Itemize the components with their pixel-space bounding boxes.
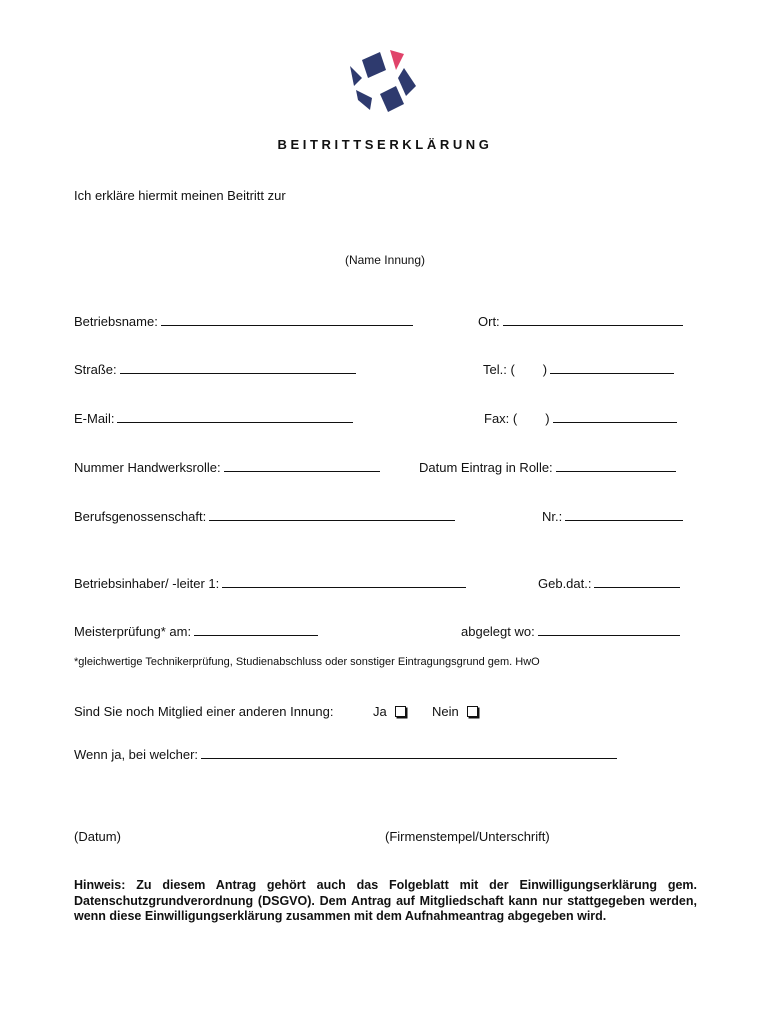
wenn-ja-field[interactable]	[74, 746, 617, 762]
handwerksrolle-field[interactable]	[74, 459, 380, 475]
betriebsinhaber-label: Betriebsinhaber/ -leiter 1:	[74, 576, 220, 591]
ort-label: Ort:	[478, 314, 500, 329]
nr-field[interactable]	[542, 508, 683, 524]
strasse-label: Straße:	[74, 362, 117, 377]
wenn-ja-label: Wenn ja, bei welcher:	[74, 747, 199, 762]
nein-option[interactable]	[432, 704, 478, 719]
ja-checkbox-icon[interactable]	[395, 706, 406, 717]
ort-field[interactable]	[478, 313, 683, 329]
ja-option[interactable]	[373, 704, 406, 719]
fax-close: )	[545, 411, 550, 426]
tel-label: Tel.: (	[483, 362, 515, 377]
gebdat-label: Geb.dat.:	[538, 576, 592, 591]
berufsgenossenschaft-field[interactable]	[74, 508, 455, 524]
meisterpruefung-field[interactable]	[74, 623, 318, 639]
datum-label: (Datum)	[74, 829, 121, 844]
hinweis-text: Hinweis: Zu diesem Antrag gehört auch das Folgeblatt mit der Einwilligungserklärung gem. Datenschutzgrundverordnung (DSGVO). Dem Antrag auf Mitgliedschaft kann nur stattgegeben werden, wenn diese Einwilligungserklärung zusammen mit dem Aufnahmeantrag abgegeben wird.	[74, 878, 697, 923]
gebdat-field[interactable]	[538, 575, 680, 591]
tel-close: )	[542, 362, 548, 377]
strasse-field[interactable]	[74, 361, 356, 377]
betriebsname-label: Betriebsname:	[74, 314, 158, 329]
fax-label: Fax: (	[484, 411, 518, 426]
datum-eintrag-field[interactable]	[419, 459, 676, 475]
fax-field[interactable]	[484, 410, 677, 426]
email-field[interactable]	[74, 410, 353, 426]
handwerksrolle-label: Nummer Handwerksrolle:	[74, 460, 221, 475]
form-title: BEITRITTSERKLÄRUNG	[277, 137, 493, 152]
datum-eintrag-label: Datum Eintrag in Rolle:	[419, 460, 553, 475]
abgelegt-field[interactable]	[461, 623, 680, 639]
meisterpruefung-label: Meisterprüfung* am:	[74, 624, 192, 639]
name-innung-label: (Name Innung)	[344, 253, 426, 267]
stempel-label: (Firmenstempel/Unterschrift)	[385, 829, 550, 844]
nein-checkbox-icon[interactable]	[467, 706, 478, 717]
tel-field[interactable]	[483, 361, 674, 377]
footnote: *gleichwertige Technikerprüfung, Studienabschluss oder sonstiger Eintragungsgrund gem. HwO	[74, 656, 540, 668]
betriebsname-field[interactable]	[74, 313, 413, 329]
ja-label: Ja	[373, 704, 387, 719]
abgelegt-label: abgelegt wo:	[461, 624, 535, 639]
email-label: E-Mail:	[74, 411, 115, 426]
innung-logo-icon	[344, 44, 424, 116]
nein-label: Nein	[432, 704, 459, 719]
berufsgenossenschaft-label: Berufsgenossenschaft:	[74, 509, 207, 524]
betriebsinhaber-field[interactable]	[74, 575, 466, 591]
nr-label: Nr.:	[542, 509, 563, 524]
mitglied-question: Sind Sie noch Mitglied einer anderen Innung:	[74, 704, 334, 719]
intro-text: Ich erkläre hiermit meinen Beitritt zur	[74, 188, 286, 203]
